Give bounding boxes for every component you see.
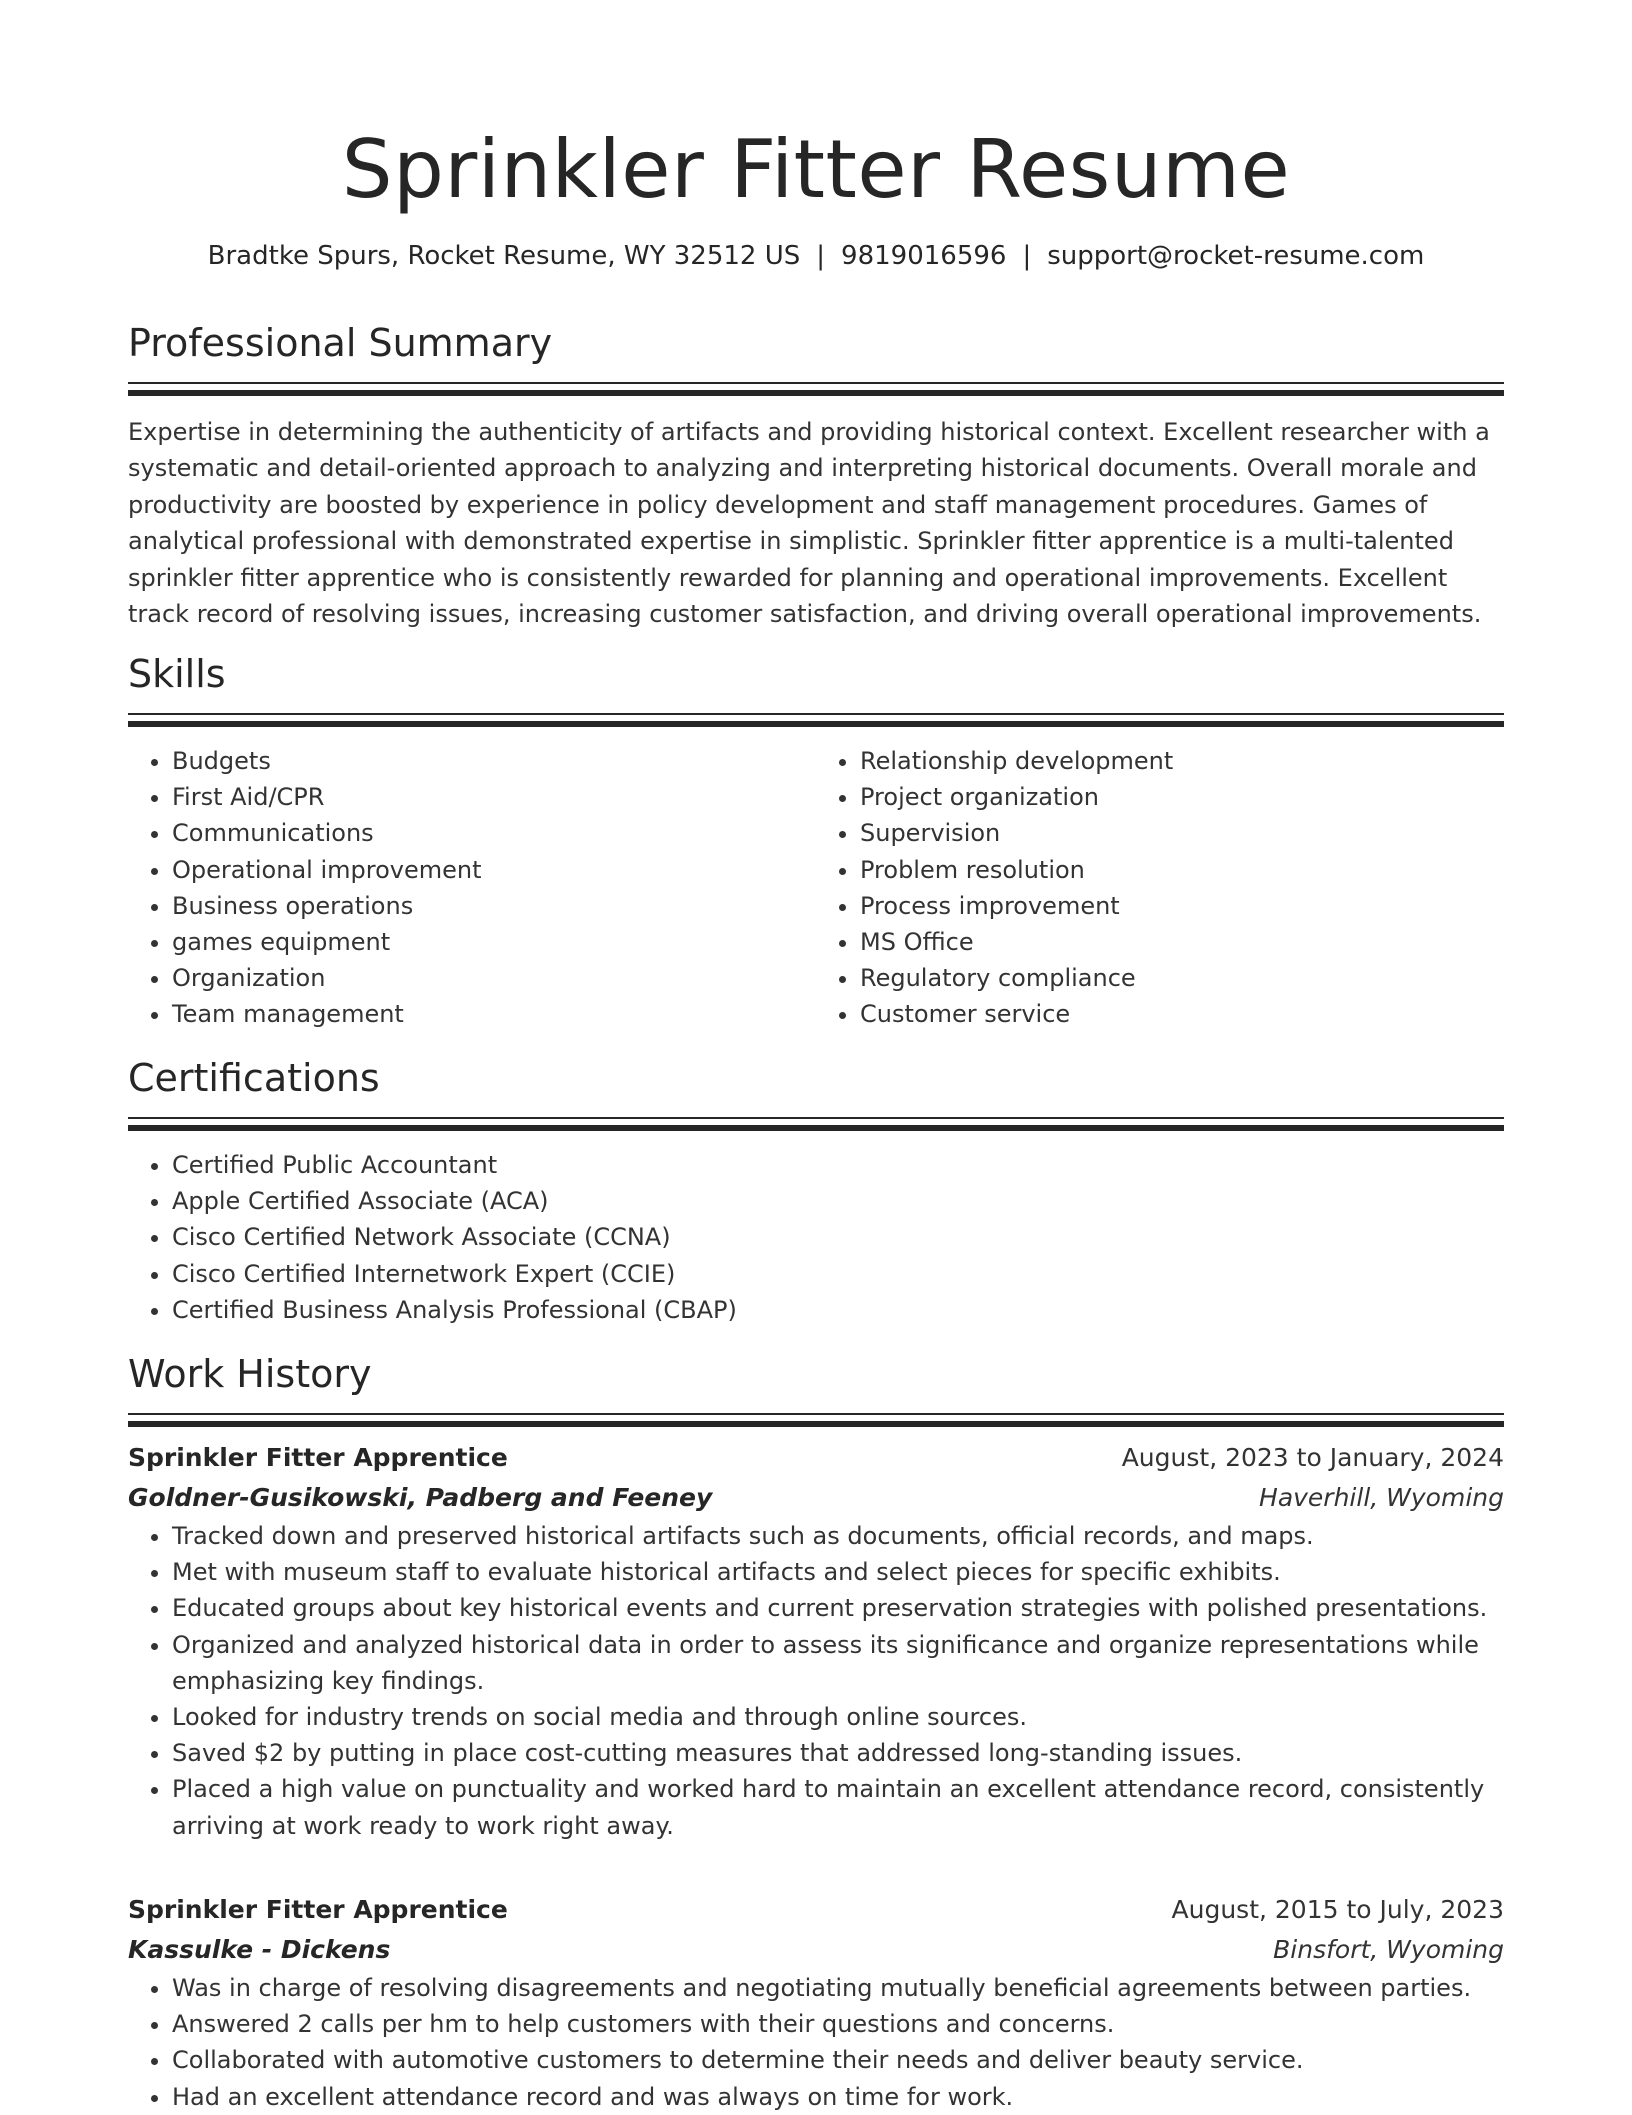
- certification-item: • Certified Public Accountant: [172, 1147, 1504, 1183]
- skills-list-right: [816, 743, 1504, 1033]
- certification-item: • Cisco Certified Network Associate (CCNA): [172, 1219, 1504, 1255]
- job-bullet: • Answered 2 calls per hm to help customers with their questions and concerns.: [172, 2006, 1504, 2042]
- skill-item: • Operational improvement: [172, 852, 816, 888]
- section-rule-thick: [128, 721, 1504, 727]
- section-rule: [128, 382, 1504, 384]
- summary-section: [128, 318, 1504, 632]
- skill-item: • Business operations: [172, 888, 816, 924]
- job-header: [128, 1438, 1504, 1478]
- skills-heading: Skills: [128, 652, 226, 696]
- skill-item: • First Aid/CPR: [172, 779, 816, 815]
- section-rule: [128, 1413, 1504, 1415]
- skill-item: • Organization: [172, 960, 816, 996]
- summary-heading: Professional Summary: [128, 321, 553, 365]
- certifications-section: [128, 1053, 1504, 1328]
- job-bullet: • Tracked down and preserved historical artifacts such as documents, official records, and maps.: [172, 1518, 1504, 1554]
- contact-separator: |: [1022, 241, 1032, 271]
- work-history-section: [128, 1349, 1504, 1427]
- section-rule: [128, 1117, 1504, 1119]
- job-bullet: • Was in charge of resolving disagreements and negotiating mutually beneficial agreements between parties.: [172, 1970, 1504, 2006]
- skills-section: [128, 649, 1504, 1033]
- contact-line: [128, 238, 1504, 274]
- skill-item: • Customer service: [860, 996, 1504, 1032]
- section-rule-thick: [128, 1421, 1504, 1427]
- job-bullet: • Placed a high value on punctuality and worked hard to maintain an excellent attendance record, consistently arriving at work ready to work right away.: [172, 1771, 1504, 1843]
- job-dates: August, 2015 to July, 2023: [1171, 1895, 1504, 1924]
- job-location: Haverhill, Wyoming: [1259, 1483, 1504, 1512]
- skill-item: • Relationship development: [860, 743, 1504, 779]
- certifications-list: [128, 1147, 1504, 1328]
- skill-item: • Process improvement: [860, 888, 1504, 924]
- section-rule-thick: [128, 1125, 1504, 1131]
- skills-columns: [128, 743, 1504, 1033]
- job-company: Goldner-Gusikowski, Padberg and Feeney: [128, 1483, 713, 1512]
- section-rule-thick: [128, 390, 1504, 396]
- skill-item: • games equipment: [172, 924, 816, 960]
- summary-text: Expertise in determining the authenticity of artifacts and providing historical context. Excellent researcher with a systematic and detail-oriented approach to analyzing and interpreting historical documents. Overall morale and productivity are boosted by experience in policy development and staff management procedures. Games of analytical professional with demonstrated expertise in simplistic. Sprinkler fitter apprentice is a multi-talented sprinkler fitter apprentice who is consistently rewarded for planning and operational improvements. Excellent track record of resolving issues, increasing customer satisfaction, and driving overall operational improvements.: [128, 418, 1490, 629]
- contact-separator: |: [816, 241, 826, 271]
- job-header: [128, 1890, 1504, 1930]
- certification-item: • Apple Certified Associate (ACA): [172, 1183, 1504, 1219]
- skill-item: • Project organization: [860, 779, 1504, 815]
- contact-address: Bradtke Spurs, Rocket Resume, WY 32512 US: [207, 241, 801, 271]
- job-company: Kassulke - Dickens: [128, 1935, 391, 1964]
- skill-item: • Problem resolution: [860, 852, 1504, 888]
- skill-item: • Team management: [172, 996, 816, 1032]
- skill-item: • Budgets: [172, 743, 816, 779]
- job-bullet-list: [128, 1518, 1504, 1844]
- skill-item: • Communications: [172, 815, 816, 851]
- job-bullet: • Saved $2 by putting in place cost-cutting measures that addressed long-standing issues.: [172, 1735, 1504, 1771]
- section-rule: [128, 713, 1504, 715]
- job-title: Sprinkler Fitter Apprentice: [128, 1443, 508, 1472]
- job-location: Binsfort, Wyoming: [1273, 1935, 1504, 1964]
- certification-item: • Certified Business Analysis Professional (CBAP): [172, 1292, 1504, 1328]
- work-history-heading: Work History: [128, 1352, 372, 1396]
- contact-email: support@rocket-resume.com: [1047, 241, 1425, 271]
- job-entry: [128, 1890, 1504, 2115]
- job-subheader: [128, 1930, 1504, 1970]
- job-bullet: • Had an excellent attendance record and was always on time for work.: [172, 2079, 1504, 2115]
- job-bullet-list: [128, 1970, 1504, 2115]
- job-title: Sprinkler Fitter Apprentice: [128, 1895, 508, 1924]
- job-bullet: • Educated groups about key historical events and current preservation strategies with polished presentations.: [172, 1590, 1504, 1626]
- certifications-heading: Certifications: [128, 1056, 380, 1100]
- resume-title: Sprinkler Fitter Resume: [341, 123, 1291, 216]
- job-entry: [128, 1438, 1504, 1844]
- job-bullet: • Collaborated with automotive customers to determine their needs and deliver beauty service.: [172, 2042, 1504, 2078]
- job-bullet: • Organized and analyzed historical data in order to assess its significance and organize representations while emphasizing key findings.: [172, 1627, 1504, 1699]
- job-subheader: [128, 1478, 1504, 1518]
- skill-item: • Regulatory compliance: [860, 960, 1504, 996]
- job-bullet: • Looked for industry trends on social media and through online sources.: [172, 1699, 1504, 1735]
- job-bullet: • Met with museum staff to evaluate historical artifacts and select pieces for specific exhibits.: [172, 1554, 1504, 1590]
- skill-item: • Supervision: [860, 815, 1504, 851]
- job-dates: August, 2023 to January, 2024: [1121, 1443, 1504, 1472]
- contact-phone: 9819016596: [841, 241, 1007, 271]
- skills-list-left: [128, 743, 816, 1033]
- skill-item: • MS Office: [860, 924, 1504, 960]
- certification-item: • Cisco Certified Internetwork Expert (CCIE): [172, 1256, 1504, 1292]
